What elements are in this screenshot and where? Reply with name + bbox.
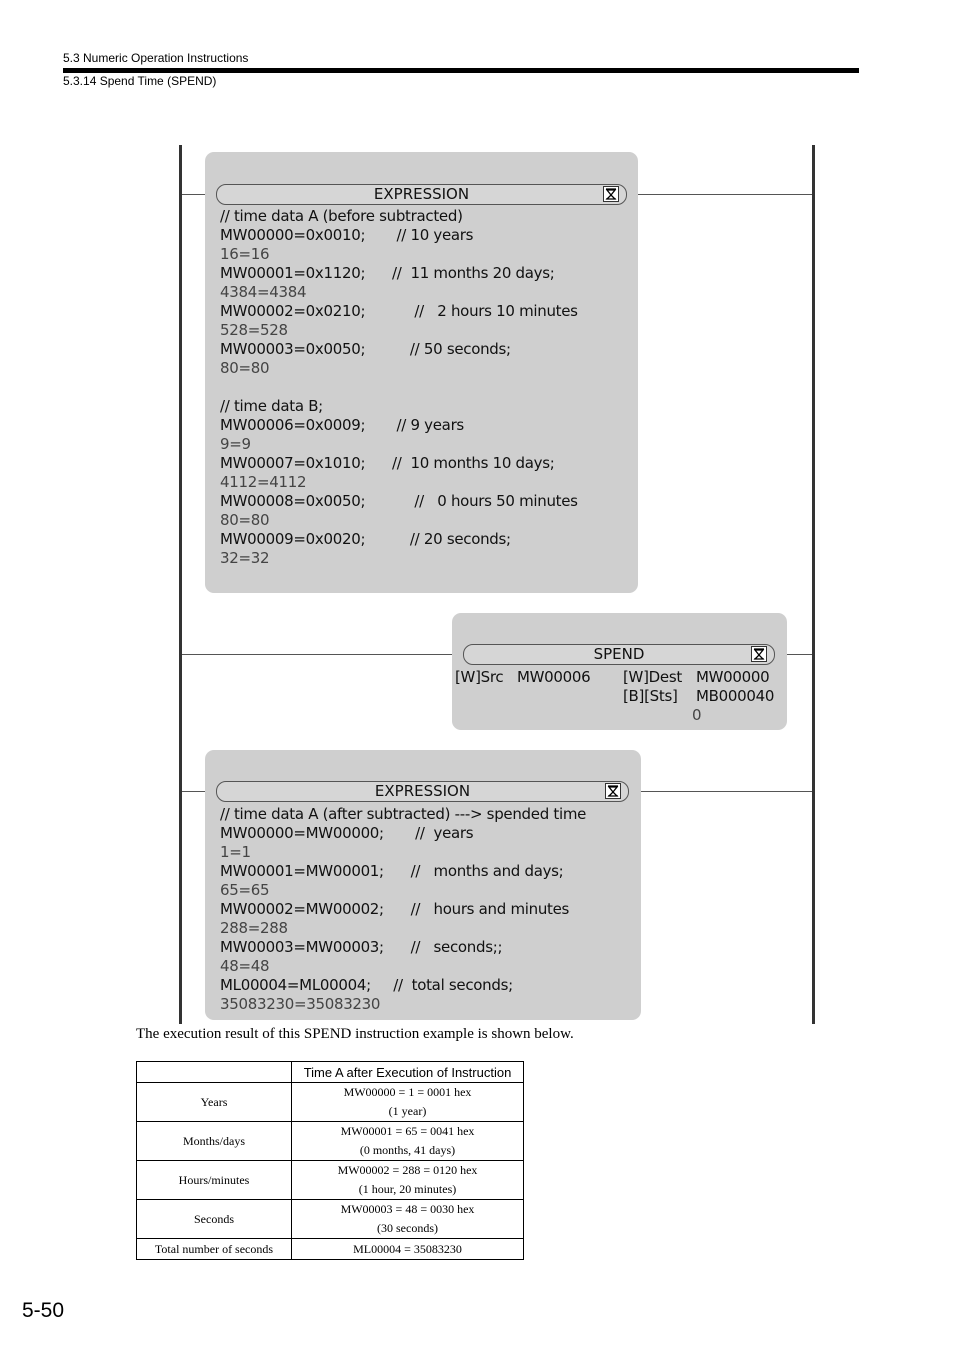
spend-src-value[interactable]: MW00006	[517, 668, 591, 686]
row-value-line1: MW00003 = 48 = 0030 hex	[340, 1202, 475, 1216]
expression-1-code	[220, 207, 578, 568]
page-number: 5-50	[22, 1299, 65, 1322]
code-line: MW00007=0x1010; // 10 months 10 days;	[220, 454, 555, 472]
row-value-line1: ML00004 = 35083230	[353, 1241, 462, 1256]
row-value-line1: MW00002 = 288 = 0120 hex	[337, 1163, 478, 1177]
rung3-wire-right	[630, 791, 812, 792]
result-value-line: 80=80	[220, 359, 270, 377]
subsection-heading: 5.3.14 Spend Time (SPEND)	[63, 74, 217, 88]
result-value-line: 65=65	[220, 881, 270, 899]
table-row	[137, 1239, 524, 1260]
code-line: MW00002=MW00002; // hours and minutes	[220, 900, 570, 918]
table-row	[137, 1161, 524, 1200]
rung1-wire-right	[628, 194, 812, 195]
code-line: // time data A (before subtracted)	[220, 207, 463, 225]
code-line: MW00006=0x0009; // 9 years	[220, 416, 464, 434]
code-line: MW00009=0x0020; // 20 seconds;	[220, 530, 511, 548]
row-value-line1: MW00001 = 65 = 0041 hex	[340, 1124, 475, 1138]
code-line: MW00003=0x0050; // 50 seconds;	[220, 340, 511, 358]
expression-1-title-bar[interactable]	[216, 184, 627, 205]
row-value-line2: (30 seconds)	[377, 1221, 438, 1235]
table-row	[137, 1200, 524, 1239]
table-header-blank	[137, 1062, 292, 1083]
row-value-line2: (1 hour, 20 minutes)	[358, 1182, 457, 1196]
result-value-line: 528=528	[220, 321, 288, 339]
spend-title: SPEND	[593, 645, 645, 663]
code-line: MW00008=0x0050; // 0 hours 50 minutes	[220, 492, 578, 510]
code-line: ML00004=ML00004; // total seconds;	[220, 976, 513, 994]
spend-sts-label: [B][Sts]	[623, 687, 678, 705]
header-rule	[63, 68, 859, 73]
expression-2-title-bar[interactable]	[216, 781, 629, 802]
row-label: Months/days	[137, 1122, 292, 1161]
row-value	[292, 1122, 524, 1161]
collapse-icon[interactable]	[605, 783, 621, 799]
result-value-line: 4112=4112	[220, 473, 307, 491]
spend-dest-value[interactable]: MW00000	[696, 668, 770, 686]
section-heading: 5.3 Numeric Operation Instructions	[63, 51, 249, 65]
table-row	[137, 1083, 524, 1122]
result-value-line: 32=32	[220, 549, 270, 567]
result-table	[136, 1061, 524, 1260]
code-line: MW00003=MW00003; // seconds;;	[220, 938, 503, 956]
code-line: // time data B;	[220, 397, 323, 415]
code-line: MW00001=MW00001; // months and days;	[220, 862, 564, 880]
result-caption: The execution result of this SPEND instruction example is shown below.	[136, 1026, 574, 1042]
row-value	[292, 1083, 524, 1122]
row-label: Total number of seconds	[137, 1239, 292, 1260]
result-value-line: 80=80	[220, 511, 270, 529]
collapse-icon[interactable]	[603, 186, 619, 202]
ladder-right-rail	[812, 145, 815, 1024]
row-label: Seconds	[137, 1200, 292, 1239]
row-value-line1: MW00000 = 1 = 0001 hex	[343, 1085, 472, 1099]
code-line: // time data A (after subtracted) ---> spended time	[220, 805, 587, 823]
row-label: Hours/minutes	[137, 1161, 292, 1200]
result-value-line: 48=48	[220, 957, 270, 975]
code-line: MW00001=0x1120; // 11 months 20 days;	[220, 264, 555, 282]
result-value-line: 1=1	[220, 843, 251, 861]
result-value-line: 35083230=35083230	[220, 995, 381, 1013]
code-line: MW00000=0x0010; // 10 years	[220, 226, 474, 244]
table-row	[137, 1122, 524, 1161]
row-value-line2: (0 months, 41 days)	[359, 1143, 456, 1157]
row-value	[292, 1239, 524, 1260]
spend-src-label: [W]Src	[455, 668, 504, 686]
row-value	[292, 1161, 524, 1200]
row-value	[292, 1200, 524, 1239]
ladder-left-rail	[179, 145, 182, 1024]
spend-sts-value[interactable]: MB000040	[696, 687, 775, 705]
spend-title-bar[interactable]	[463, 644, 775, 665]
spend-sts-state: 0	[692, 706, 702, 724]
collapse-icon[interactable]	[751, 646, 767, 662]
table-header-result: Time A after Execution of Instruction	[292, 1062, 524, 1083]
expression-1-title: EXPRESSION	[373, 185, 470, 203]
result-value-line: 16=16	[220, 245, 270, 263]
result-value-line: 9=9	[220, 435, 251, 453]
expression-2-code	[220, 805, 586, 1014]
code-line: MW00000=MW00000; // years	[220, 824, 474, 842]
expression-2-title: EXPRESSION	[374, 782, 471, 800]
rung2-wire-left	[182, 654, 464, 655]
row-value-line2: (1 year)	[388, 1104, 427, 1118]
code-line: MW00002=0x0210; // 2 hours 10 minutes	[220, 302, 578, 320]
spend-dest-label: [W]Dest	[623, 668, 682, 686]
code-line	[220, 378, 578, 397]
row-label: Years	[137, 1083, 292, 1122]
result-value-line: 288=288	[220, 919, 288, 937]
result-value-line: 4384=4384	[220, 283, 307, 301]
